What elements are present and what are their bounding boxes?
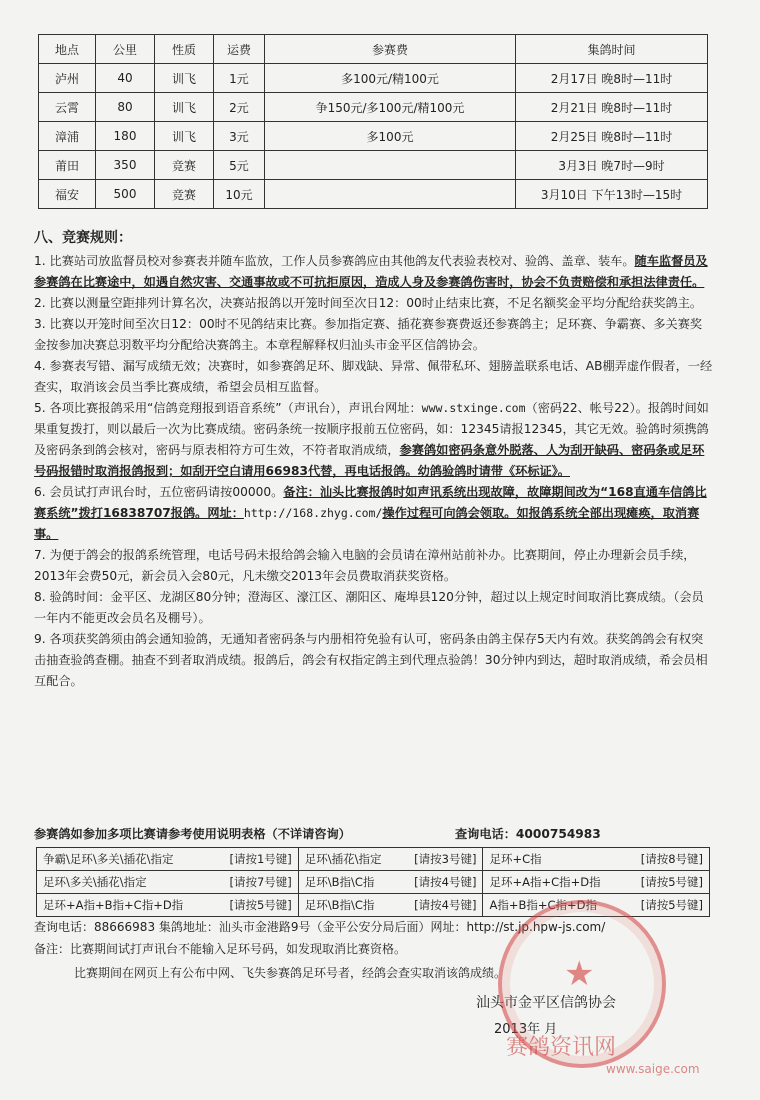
document-date: 2013年 月: [494, 1022, 558, 1037]
key-instruction: [请按4号键]: [414, 898, 477, 912]
table-row: [37, 848, 710, 871]
rule-8: [34, 587, 714, 629]
query-phone: 查询电话：4000754983: [455, 827, 601, 841]
header-location: 地点: [39, 35, 96, 64]
rule-9: 9. 各项获奖鸽须由鸽会通知验鸽，无通知者密码条与内册相符免验有认可，密码条由鸽主保存5天内有效。获奖鸽鸽会有权突击抽查验鸽查棚。抽查不到者取消成绩。报鸽后，鸽会有权指定鸽主到代理点验鸽！30分钟内到达，超时取消成绩，希会员相互配合。: [34, 632, 708, 688]
key-instruction: [请按8号键]: [640, 852, 703, 866]
cell: 500: [96, 180, 155, 209]
contact-line: 查询电话：88666983 集鸽地址：汕头市金港路9号（金平公安分局后面）网址：http://st.jp.hpw-js.com/: [34, 920, 606, 934]
key-combo: 足环\插花\指定: [304, 852, 382, 866]
key-instruction: [请按5号键]: [640, 875, 703, 889]
cell: 350: [96, 151, 155, 180]
rule-text: （会员一年内不能更改会员名及棚号）。: [34, 590, 704, 625]
rule-emphasis: 参赛鸽如密码条意外脱落、人为刮开缺码、密码条或足环号码报错时取消报鸽报到；如刮开空白请用66983代替，再电话报鸽。幼鸽验鸽时请带《环标证》。: [34, 443, 705, 478]
cell: 80: [96, 93, 155, 122]
key-cell: [37, 871, 299, 894]
cell: 2月21日 晚8时—11时: [516, 93, 708, 122]
key-cell: [298, 871, 483, 894]
cell: 漳浦: [39, 122, 96, 151]
cell: [265, 180, 516, 209]
rule-text: 8. 验鸽时间：金平区、龙湖区80分钟；澄海区、濠江区、潮阳区、庵埠县120分钟，超过以上规定时间取消比赛成绩。: [34, 590, 674, 604]
header-distance: 公里: [96, 35, 155, 64]
site-watermark: 赛鸽资讯网: [506, 1035, 617, 1060]
key-combo: 足环\B指\C指: [304, 898, 375, 912]
cell: 莆田: [39, 151, 96, 180]
cell: 竞赛: [155, 180, 214, 209]
cell: 泸州: [39, 64, 96, 93]
cell: 争150元/多100元/精100元: [265, 93, 516, 122]
cell: 2月25日 晚8时—11时: [516, 122, 708, 151]
cell: 2月17日 晚8时—11时: [516, 64, 708, 93]
cell: 40: [96, 64, 155, 93]
table-row: [39, 93, 708, 122]
key-cell: [37, 848, 299, 871]
rule-emphasis: 备注：汕头比赛报鸽时如声讯系统出现故障，故障期间改为“168直通车信鸽比赛系统”拨打16838707报鸽。网址：: [34, 485, 707, 520]
organization-name: 汕头市金平区信鸽协会: [476, 995, 616, 1011]
cell: 180: [96, 122, 155, 151]
rule-text: 1. 比赛站司放监督员校对参赛表并随车监放，工作人员参赛鸽应由其他鸽友代表验表校对、验鸽、盖章、装车。: [34, 254, 635, 268]
rule-7: 7. 为便于鸽会的报鸽系统管理，电话号码未报给鸽会输入电脑的会员请在漳州站前补办。比赛期间，停止办理新会员手续，2013年会费50元，新会员入会80元，凡未缴交2013年会员费取消获奖资格。: [34, 548, 696, 583]
key-instruction: [请按7号键]: [229, 875, 292, 889]
header-fee: 运费: [214, 35, 265, 64]
rule-emphasis: 随车监督员及参赛鸽在比赛途中，如遇自然灾害、交通事故或不可抗拒原因，造成人身及参赛鸽伤害时，协会不负责赔偿和承担法律责任。: [34, 254, 708, 289]
cell: 训飞: [155, 93, 214, 122]
rule-text: （密码22、帐号22）。报鸽时间如果重复拨打，则以最后一次为比赛成绩。密码条统一按顺序报前五位密码，如：12345请报12345，其它无效。验鸽时须携鸽及密码条到鸽会核对，密码与原表相符方可生效，不符者取消成绩，: [34, 401, 709, 457]
rule-5: [34, 398, 714, 482]
cell: 福安: [39, 180, 96, 209]
site-watermark-url: www.saige.com: [606, 1062, 700, 1076]
table-row: [39, 151, 708, 180]
cell: 多100元: [265, 122, 516, 151]
cell: 竞赛: [155, 151, 214, 180]
key-combo: A指+B指+C指+D指: [489, 898, 598, 912]
schedule-header-row: [39, 35, 708, 64]
cell: 3月3日 晚7时—9时: [516, 151, 708, 180]
footer-note-2: 比赛期间在网页上有公布中网、飞失参赛鸽足环号者，经鸽会查实取消该鸽成绩。: [74, 966, 507, 980]
cell: 5元: [214, 151, 265, 180]
keys-table-title: 参赛鸽如参加多项比赛请参考使用说明表格（不详请咨询）: [34, 827, 351, 841]
key-combo: 足环+C指: [489, 852, 542, 866]
key-combo: 足环\多关\插花\指定: [43, 875, 147, 889]
table-row: [37, 871, 710, 894]
table-row: [39, 180, 708, 209]
rule-1: [34, 251, 714, 293]
key-combo: 争霸\足环\多关\插花\指定: [43, 852, 174, 866]
key-cell: [298, 894, 483, 917]
key-cell: [298, 848, 483, 871]
header-entry-fee: 参赛费: [265, 35, 516, 64]
cell: 1元: [214, 64, 265, 93]
header-gather-time: 集鸽时间: [516, 35, 708, 64]
key-cell: [483, 848, 710, 871]
key-cell: [483, 871, 710, 894]
table-row: [39, 122, 708, 151]
rule-6: [34, 482, 714, 545]
cell: 训飞: [155, 122, 214, 151]
key-instruction: [请按3号键]: [414, 852, 477, 866]
cell: 训飞: [155, 64, 214, 93]
rule-text: 6. 会员试打声讯台时，五位密码请按00000。: [34, 485, 284, 499]
cell: 3月10日 下午13时—15时: [516, 180, 708, 209]
key-instruction: [请按5号键]: [229, 898, 292, 912]
rules-section: [34, 228, 714, 692]
voice-system-url[interactable]: www.stxinge.com: [421, 401, 526, 415]
key-combo: 足环+A指+C指+D指: [489, 875, 601, 889]
cell: 云霄: [39, 93, 96, 122]
rule-2: 2. 比赛以测量空距排列计算名次，决赛站报鸽以开笼时间至次日12：00时止结束比赛，不足名额奖金平均分配给获奖鸽主。: [34, 296, 703, 310]
rule-text: 5. 各项比赛报鸽采用“信鸽竞翔报到语音系统”（声讯台），声讯台网址：: [34, 401, 422, 415]
key-instruction: [请按1号键]: [229, 852, 292, 866]
seal-star-icon: ★: [564, 954, 595, 994]
footer-note: 备注：比赛期间试打声讯台不能输入足环号码，如发现取消比赛资格。: [34, 942, 407, 956]
cell: 2元: [214, 93, 265, 122]
schedule-table: [38, 34, 708, 209]
cell: [265, 151, 516, 180]
key-instruction: [请按5号键]: [640, 898, 703, 912]
key-instruction: [请按4号键]: [414, 875, 477, 889]
rule-4: 4. 参赛表写错、漏写成绩无效；决赛时，如参赛鸽足环、脚戏缺、异常、佩带私环、翅膀盖联系电话、AB棚弄虚作假者，一经查实，取消该会员当季比赛成绩，希望会员相互监督。: [34, 359, 713, 394]
cell: 3元: [214, 122, 265, 151]
table-row: [39, 64, 708, 93]
key-combo: 足环+A指+B指+C指+D指: [43, 898, 184, 912]
rules-title: 八、竞赛规则：: [34, 230, 132, 246]
key-cell: [37, 894, 299, 917]
cell: 10元: [214, 180, 265, 209]
rule-emphasis: 操作过程可向鸽会领取。如报鸽系统全部出现瘫痪，取消赛事。: [34, 506, 700, 541]
rule-3: 3. 比赛以开笼时间至次日12：00时不见鸽结束比赛。参加指定赛、插花赛参赛费返还参赛鸽主；足环赛、争霸赛、多关赛奖金按参加决赛总羽数平均分配给决赛鸽主。本章程解释权归汕头市金平区信鸽协会。: [34, 317, 703, 352]
header-type: 性质: [155, 35, 214, 64]
key-combo: 足环\B指\C指: [304, 875, 375, 889]
backup-system-url[interactable]: http://168.zhyg.com/: [243, 506, 383, 520]
cell: 多100元/精100元: [265, 64, 516, 93]
